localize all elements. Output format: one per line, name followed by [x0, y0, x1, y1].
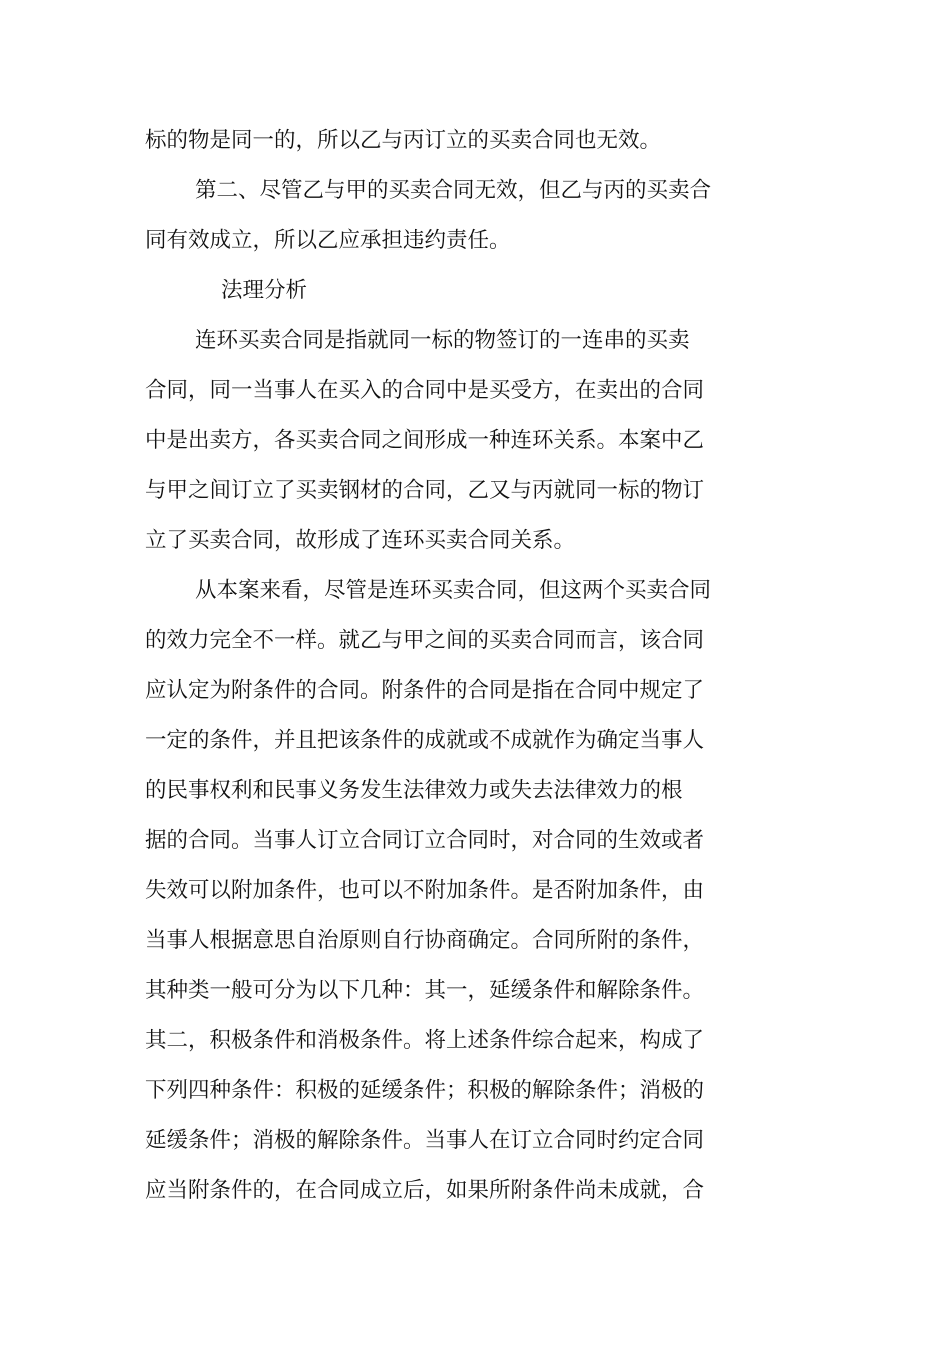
- section-heading: 法理分析: [221, 278, 308, 303]
- body-text: [145, 116, 745, 1216]
- text-line: 下列四种条件：积极的延缓条件；积极的解除条件；消极的: [145, 1078, 705, 1103]
- text-line: 当事人根据意思自治原则自行协商确定。合同所附的条件，: [145, 928, 705, 953]
- text-line: 的效力完全不一样。就乙与甲之间的买卖合同而言，该合同: [145, 628, 705, 653]
- text-line: 的民事权利和民事义务发生法律效力或失去法律效力的根: [145, 778, 683, 803]
- paragraph-start-line: 第二、尽管乙与甲的买卖合同无效，但乙与丙的买卖合: [195, 178, 712, 203]
- text-line: 据的合同。当事人订立合同订立合同时，对合同的生效或者: [145, 828, 705, 853]
- text-line: 同有效成立，所以乙应承担违约责任。: [145, 228, 511, 253]
- text-line: 立了买卖合同，故形成了连环买卖合同关系。: [145, 528, 576, 553]
- text-line: 其二，积极条件和消极条件。将上述条件综合起来，构成了: [145, 1028, 705, 1053]
- text-line: 中是出卖方，各买卖合同之间形成一种连环关系。本案中乙: [145, 428, 705, 453]
- text-line: 与甲之间订立了买卖钢材的合同，乙又与丙就同一标的物订: [145, 478, 705, 503]
- text-line: 延缓条件；消极的解除条件。当事人在订立合同时约定合同: [145, 1128, 705, 1153]
- text-line: 应当附条件的，在合同成立后，如果所附条件尚未成就，合: [145, 1178, 705, 1203]
- paragraph-start-line: 从本案来看，尽管是连环买卖合同，但这两个买卖合同: [195, 578, 712, 603]
- text-line: 应认定为附条件的合同。附条件的合同是指在合同中规定了: [145, 678, 705, 703]
- text-line: 其种类一般可分为以下几种：其一，延缓条件和解除条件。: [145, 978, 705, 1003]
- text-line: 合同，同一当事人在买入的合同中是买受方，在卖出的合同: [145, 378, 705, 403]
- paragraph-start-line: 连环买卖合同是指就同一标的物签订的一连串的买卖: [195, 328, 690, 353]
- text-line: 失效可以附加条件，也可以不附加条件。是否附加条件，由: [145, 878, 705, 903]
- text-line: 标的物是同一的，所以乙与丙订立的买卖合同也无效。: [145, 128, 662, 153]
- text-line: 一定的条件，并且把该条件的成就或不成就作为确定当事人: [145, 728, 705, 753]
